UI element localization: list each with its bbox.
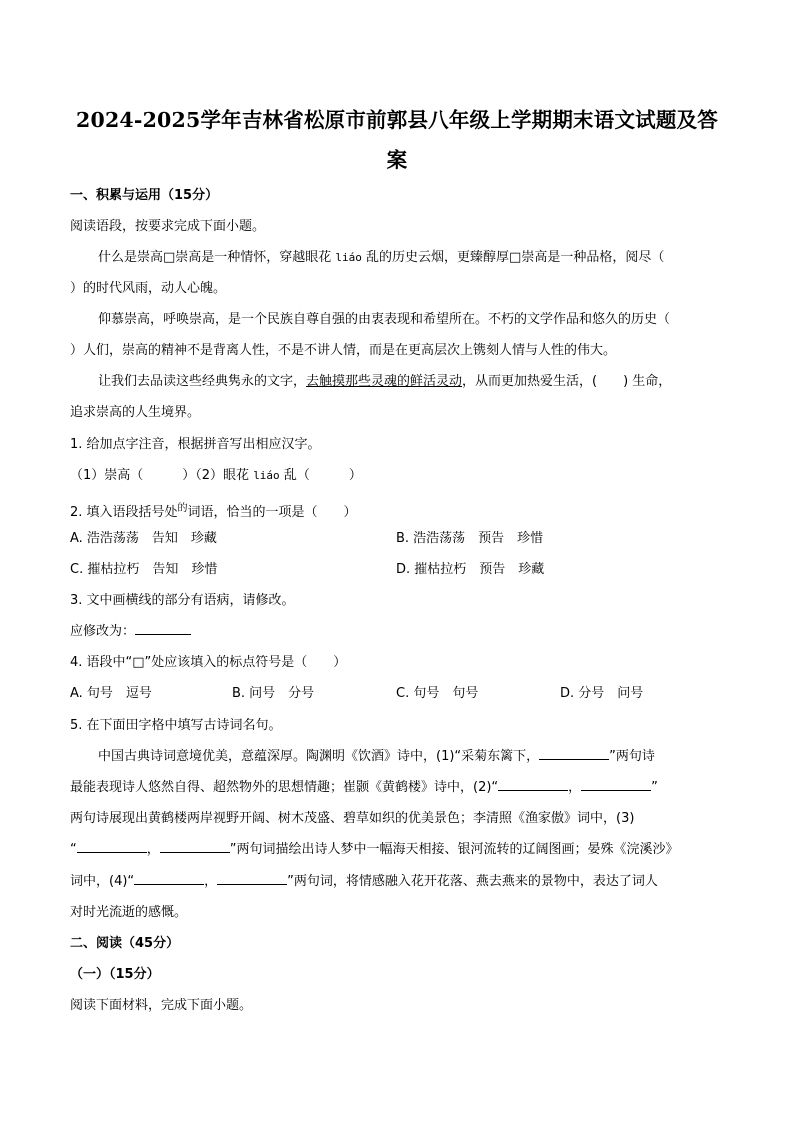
question-2-option-b: B. 浩浩荡荡 预告 珍惜 <box>396 531 544 546</box>
text: ” <box>651 780 658 795</box>
text: 词语，恰当的一项是（ ） <box>187 505 357 520</box>
question-5-paragraph-line-5 <box>70 872 658 892</box>
text: ， <box>204 874 218 889</box>
text: ”两句词描绘出诗人梦中一幅海天相接、银河流转的辽阔图画；晏殊《浣溪沙》 <box>229 842 679 857</box>
question-2-option-d: D. 摧枯拉朽 预告 珍藏 <box>396 562 545 577</box>
passage-paragraph-1-line-1 <box>98 248 664 268</box>
question-5-paragraph-line-4 <box>70 840 679 860</box>
question-4-option-a: A. 句号 逗号 <box>70 686 152 701</box>
question-3-answer <box>70 622 191 642</box>
text: ”两句诗 <box>609 749 655 764</box>
answer-blank <box>135 622 191 635</box>
text: ”两句词，将情感融入花开花落、燕去燕来的景物中，表达了词人 <box>287 874 658 889</box>
question-5-paragraph-line-3: 两句诗展现出黄鹤楼两岸视野开阔、树木茂盛、碧草如织的优美景色；李清照《渔家傲》词中，(3) <box>70 811 635 826</box>
text: 什么是崇高□崇高是一种情怀，穿越眼花 <box>98 250 336 265</box>
passage-paragraph-1-line-2: ）的时代风雨，动人心魄。 <box>70 281 227 296</box>
answer-blank <box>217 872 287 885</box>
passage-paragraph-3-line-2: 追求崇高的人生境界。 <box>70 405 201 420</box>
answer-blank <box>498 778 568 791</box>
question-1-items <box>70 466 362 486</box>
text: 2. 填入语段括号处 <box>70 505 178 520</box>
text: 让我们去品读这些经典隽永的文字， <box>98 374 307 389</box>
text: 中国古典诗词意境优美，意蕴深厚。陶渊明《饮酒》诗中，(1)“采菊东篱下， <box>98 749 540 764</box>
answer-blank <box>581 778 651 791</box>
underlined-sentence: 去触摸那些灵魂的鲜活灵动 <box>306 374 463 389</box>
section-1-intro: 阅读语段，按要求完成下面小题。 <box>70 219 266 234</box>
pinyin: liáo <box>335 251 362 264</box>
answer-blank <box>160 840 230 853</box>
document-title-line-2: 案 <box>386 148 408 172</box>
document-title-line-1: 2024-2025学年吉林省松原市前郭县八年级上学期期末语文试题及答 <box>76 108 718 132</box>
text: “ <box>70 842 77 857</box>
answer-blank <box>539 747 609 760</box>
answer-label: 应修改为： <box>70 624 136 639</box>
passage-paragraph-2-line-2: ）人们，崇高的精神不是背离人性，不是不讲人情，而是在更高层次上镌刻人情与人性的伟大。 <box>70 343 617 358</box>
question-5: 5. 在下面田字格中填写古诗词名句。 <box>70 718 282 733</box>
text: 词中，(4)“ <box>70 874 135 889</box>
question-4: 4. 语段中“□”处应该填入的标点符号是（ ） <box>70 655 347 670</box>
question-2-option-a: A. 浩浩荡荡 告知 珍藏 <box>70 531 217 546</box>
question-2 <box>70 499 357 523</box>
question-5-paragraph-line-2 <box>70 778 658 798</box>
passage-paragraph-3-line-1 <box>98 372 671 392</box>
text: ， <box>146 842 160 857</box>
section-2-heading: 二、阅读（45分） <box>70 936 180 951</box>
answer-blank <box>77 840 147 853</box>
question-4-option-d: D. 分号 问号 <box>560 686 644 701</box>
text: ， <box>568 780 582 795</box>
question-4-option-c: C. 句号 句号 <box>396 686 479 701</box>
text: ，从而更加热爱生活，( ) 生命， <box>462 374 672 389</box>
superscript-char: 的 <box>177 503 188 514</box>
section-2-intro: 阅读下面材料，完成下面小题。 <box>70 998 253 1013</box>
text: 最能表现诗人悠然自得、超然物外的思想情趣；崔颢《黄鹤楼》诗中，(2)“ <box>70 780 499 795</box>
section-1-heading: 一、积累与运用（15分） <box>70 188 219 203</box>
text: （1）崇高（ ）（2）眼花 <box>70 468 254 483</box>
text: 乱的历史云烟，更臻醇厚□崇高是一种品格，阅尽（ <box>361 250 665 265</box>
question-4-option-b: B. 问号 分号 <box>232 686 315 701</box>
question-5-paragraph-line-1 <box>98 747 655 767</box>
question-2-option-c: C. 摧枯拉朽 告知 珍惜 <box>70 562 218 577</box>
pinyin: liáo <box>253 469 280 482</box>
section-2-sub-1-heading: （一）（15分） <box>70 967 160 982</box>
answer-blank <box>134 872 204 885</box>
question-3: 3. 文中画横线的部分有语病，请修改。 <box>70 593 295 608</box>
passage-paragraph-2-line-1: 仰慕崇高，呼唤崇高，是一个民族自尊自强的由衷表现和希望所在。不朽的文学作品和悠久的历史（ <box>98 312 671 327</box>
question-1: 1. 给加点字注音，根据拼音写出相应汉字。 <box>70 437 321 452</box>
question-5-paragraph-line-6: 对时光流逝的感慨。 <box>70 905 188 920</box>
text: 乱（ ） <box>279 468 362 483</box>
